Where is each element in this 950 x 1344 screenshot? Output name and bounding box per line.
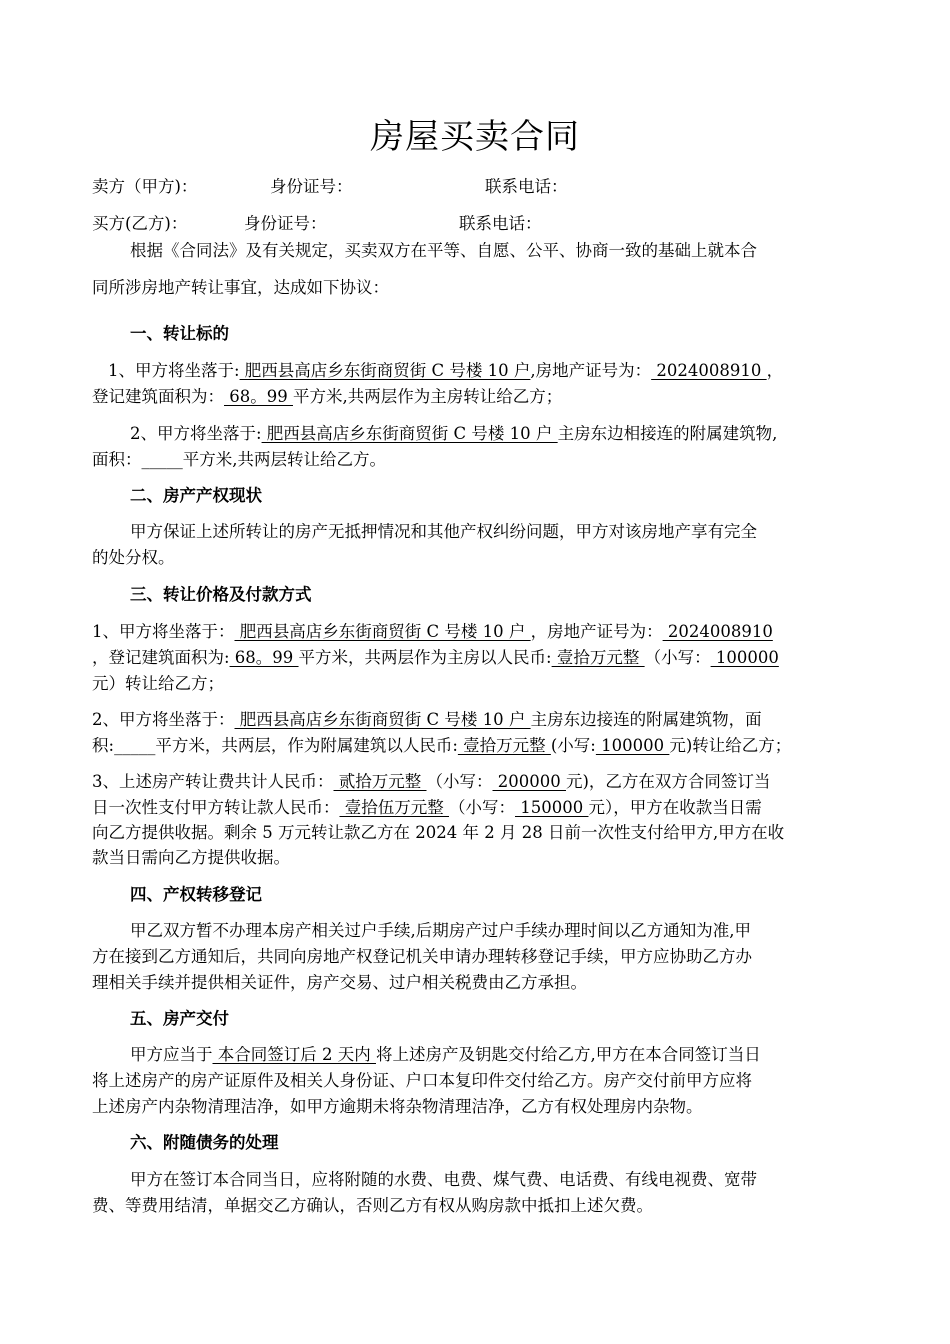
s1-c2-text-b: 主房东边相接连的附属建筑物,: [557, 424, 778, 443]
s3-clause-1-line-1: [92, 621, 862, 643]
s1-c1-text-b: ,房地产证号为：: [530, 361, 652, 380]
s5-text-a: 甲方应当于: [130, 1045, 213, 1064]
s1-c2-text-c: 面积：: [92, 450, 142, 469]
seller-phone-label: 联系电话：: [485, 177, 568, 196]
s3-c3-text-d: 日一次性支付甲方转让款人民币：: [92, 798, 340, 817]
intro-line-2: 同所涉房地产转让事宜，达成如下协议：: [92, 278, 389, 297]
s6-line-1: 甲方在签订本合同当日，应将附随的水费、电费、煤气费、电话费、有线电视费、宽带: [130, 1170, 757, 1189]
s1-c1-text-e: 平方米,共两层作为主房转让给乙方；: [292, 387, 563, 406]
s3-c3-text-b: （小写：: [426, 772, 493, 791]
section-6-heading: 六、附随债务的处理: [130, 1133, 279, 1152]
seller-id-label: 身份证号：: [270, 177, 353, 196]
s3-c1-price-words: 壹拾万元整: [551, 648, 645, 667]
s1-c1-area: 68。99: [224, 387, 293, 406]
s3-c1-text-d: 平方米，共两层作为主房以人民币:: [298, 648, 552, 667]
s3-c1-cert-number: 2024008910: [662, 622, 773, 641]
buyer-id-label: 身份证号：: [244, 214, 327, 233]
s3-c3-payment-number: 150000: [515, 798, 589, 817]
s1-clause-2-line-1: [130, 423, 900, 445]
s4-line-1: 甲乙双方暂不办理本房产相关过户手续,后期房产过户手续办理时间以乙方通知为准,甲: [130, 921, 751, 940]
s3-c1-price-number: 100000: [710, 648, 779, 667]
section-4-heading: 四、产权转移登记: [130, 885, 262, 904]
s3-clause-3-line-1: [92, 771, 862, 793]
s1-c2-text-a: 2、甲方将坐落于:: [130, 424, 262, 443]
s3-c2-text-d: 平方米，共两层，作为附属建筑以人民币:: [155, 736, 458, 755]
section-1-heading: 一、转让标的: [130, 324, 229, 343]
s3-c3-text-a: 3、上述房产转让费共计人民币：: [92, 772, 334, 791]
buyer-phone-label: 联系电话：: [459, 214, 542, 233]
s1-c2-text-d: 平方米,共两层转让给乙方。: [182, 450, 386, 469]
s3-c1-text-b: ，房地产证号为：: [530, 622, 663, 641]
s5-delivery-term: 本合同签订后 2 天内: [212, 1045, 376, 1064]
s1-c1-cert-number: 2024008910: [651, 361, 767, 380]
s3-c2-text-c: 积:: [92, 736, 115, 755]
s2-line-1: 甲方保证上述所转让的房产无抵押情况和其他产权纠纷问题，甲方对该房地产享有完全: [130, 522, 757, 541]
s1-c2-address: 肥西县高店乡东街商贸街 C 号楼 10 户: [261, 424, 558, 443]
s5-text-b: 将上述房产及钥匙交付给乙方,甲方在本合同签订当日: [375, 1045, 761, 1064]
s3-c3-total-words: 贰拾万元整: [333, 772, 427, 791]
s1-c1-address: 肥西县高店乡东街商贸街 C 号楼 10 户: [239, 361, 531, 380]
s3-clause-3-line-4: 款当日需向乙方提供收据。: [92, 848, 290, 867]
s3-clause-2-line-2: [92, 735, 862, 757]
s3-clause-1-line-2: [92, 647, 862, 669]
section-5-heading: 五、房产交付: [130, 1009, 229, 1028]
s1-c1-text-a: 1、甲方将坐落于:: [108, 361, 240, 380]
s3-c3-total-number: 200000: [492, 772, 566, 791]
s3-c3-text-e: （小写：: [449, 798, 515, 817]
section-3-heading: 三、转让价格及付款方式: [130, 585, 312, 604]
s1-c1-text-c: ，: [766, 361, 784, 380]
s3-c1-area: 68。99: [229, 648, 299, 667]
s3-c1-address: 肥西县高店乡东街商贸街 C 号楼 10 户: [234, 622, 531, 641]
s3-clause-3-line-3: 向乙方提供收据。剩余 5 万元转让款乙方在 2024 年 2 月 28 日前一次性支付给甲方,甲方在收: [92, 823, 785, 842]
s1-clause-1-line-2: [92, 386, 862, 408]
s3-c2-price-number: 100000: [595, 736, 670, 755]
intro-line-1: 根据《合同法》及有关规定，买卖双方在平等、自愿、公平、协商一致的基础上就本合: [130, 241, 757, 260]
s5-line-3: 上述房产内杂物清理洁净，如甲方逾期未将杂物清理洁净，乙方有权处理房内杂物。: [92, 1097, 703, 1116]
s3-c1-text-e: （小写：: [644, 648, 711, 667]
section-2-heading: 二、房产产权现状: [130, 486, 262, 505]
s4-line-2: 方在接到乙方通知后，共同向房地产权登记机关申请办理转移登记手续，甲方应协助乙方办: [92, 947, 752, 966]
s3-c2-text-e: (小写:: [550, 736, 596, 755]
s3-c1-text-c: ，登记建筑面积为:: [92, 648, 230, 667]
s3-c2-address: 肥西县高店乡东街商贸街 C 号楼 10 户: [234, 710, 531, 729]
s3-c2-blank: _____: [114, 736, 156, 755]
s5-line-2: 将上述房产的房产证原件及相关人身份证、户口本复印件交付给乙方。房产交付前甲方应将: [92, 1071, 752, 1090]
s6-line-2: 费、等费用结清，单据交乙方确认，否则乙方有权从购房款中抵扣上述欠费。: [92, 1196, 653, 1215]
s3-c2-text-b: 主房东边接连的附属建筑物，面: [530, 710, 762, 729]
s3-clause-3-line-2: [92, 797, 862, 819]
s3-clause-2-line-1: [92, 709, 862, 731]
s5-line-1: [130, 1044, 862, 1066]
s1-c2-blank: _____: [141, 450, 183, 469]
s1-c1-text-d: 登记建筑面积为：: [92, 387, 224, 406]
s3-c3-text-c: 元)，乙方在双方合同签订当: [565, 772, 771, 791]
s3-c3-payment-words: 壹拾伍万元整: [339, 798, 449, 817]
s3-clause-1-line-3: 元）转让给乙方；: [92, 674, 224, 693]
s3-c2-text-a: 2、甲方将坐落于：: [92, 710, 235, 729]
s3-c2-price-words: 壹拾万元整: [457, 736, 551, 755]
document-title: 房屋买卖合同: [370, 117, 580, 157]
s2-line-2: 的处分权。: [92, 548, 175, 567]
s3-c1-text-a: 1、甲方将坐落于：: [92, 622, 235, 641]
s3-c3-text-f: 元），甲方在收款当日需: [588, 798, 762, 817]
s1-clause-1-line-1: [108, 360, 878, 382]
s3-c2-text-f: 元)转让给乙方；: [669, 736, 792, 755]
s4-line-3: 理相关手续并提供相关证件，房产交易、过户相关税费由乙方承担。: [92, 973, 587, 992]
seller-label: 卖方（甲方)：: [92, 177, 198, 196]
buyer-label: 买方(乙方)：: [92, 214, 188, 233]
s1-clause-2-line-2: [92, 449, 862, 471]
